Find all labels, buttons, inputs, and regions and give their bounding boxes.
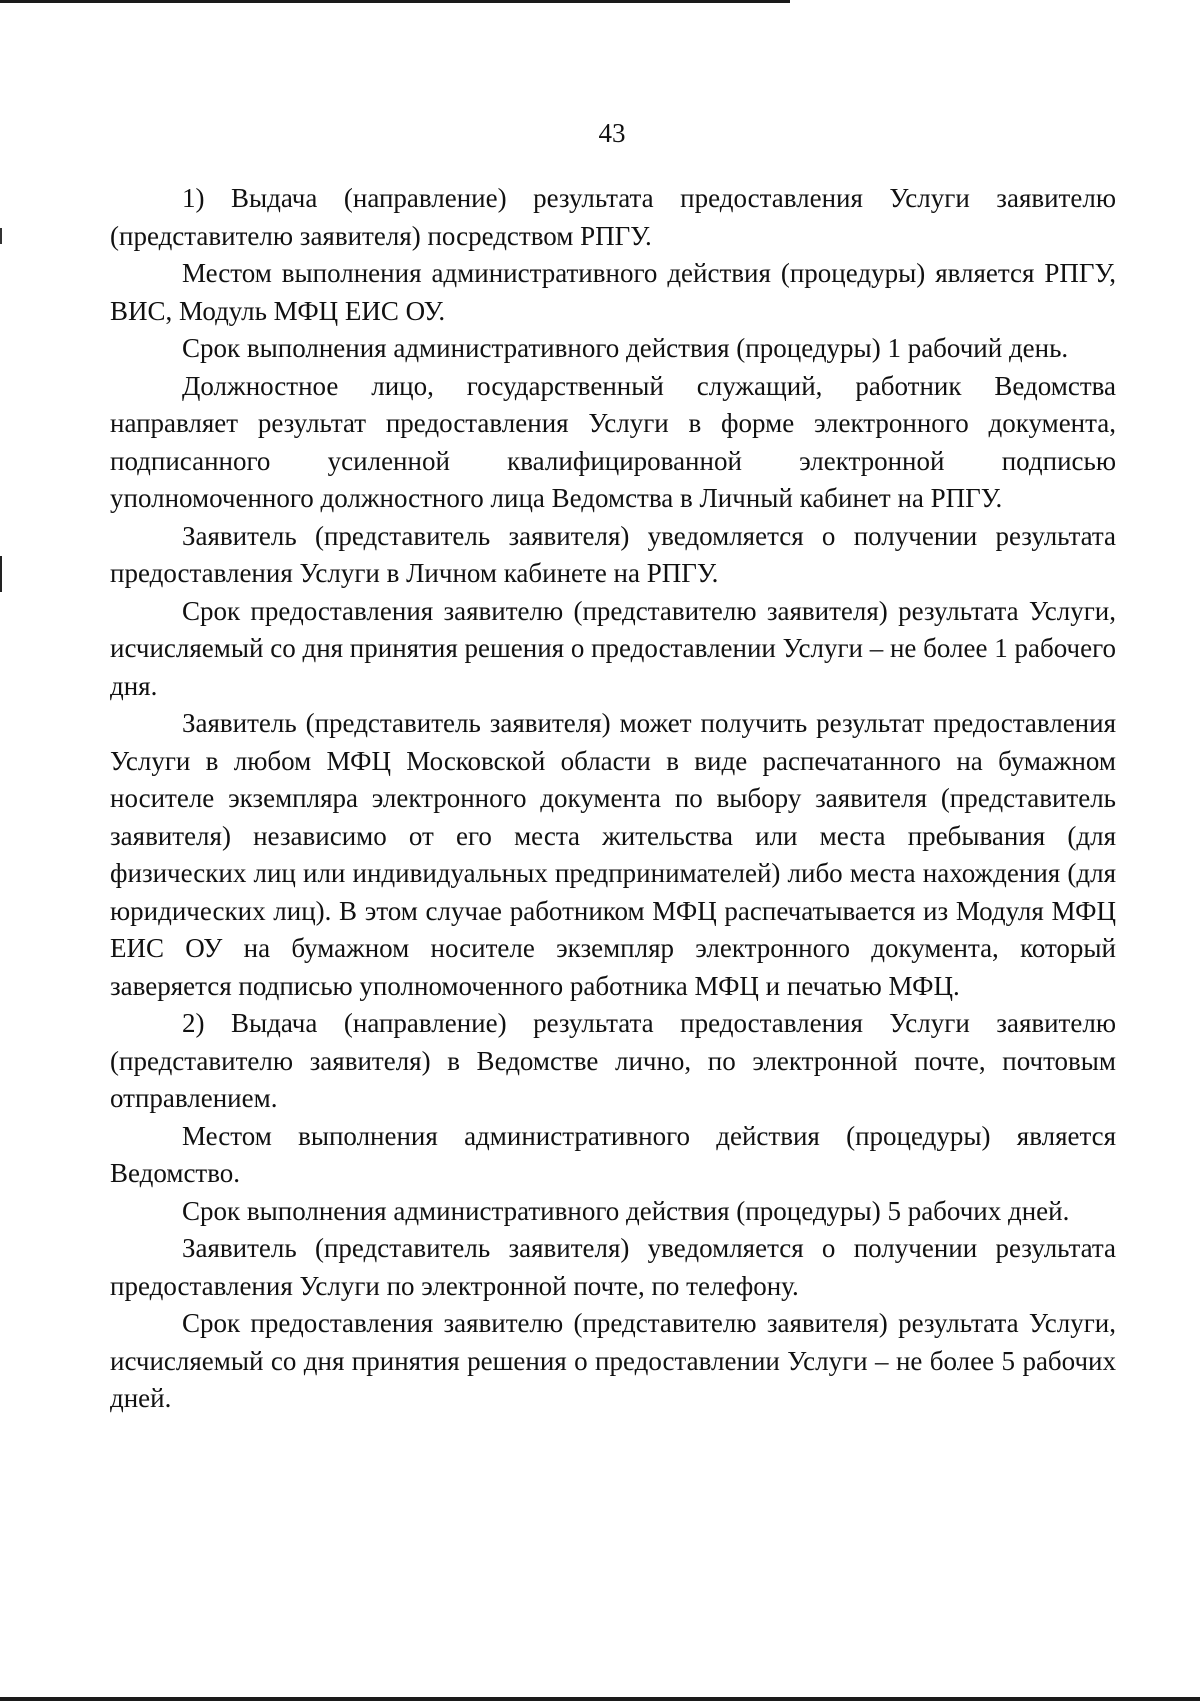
scan-mark-left (0, 556, 2, 592)
paragraph: Должностное лицо, государственный служащий, работник Ведомства направляет результат предоставления Услуги в форме электронного документа, подписанного усиленной квалифицированной электронной подписью уполномоченного должностного лица Ведомства в Личный кабинет на РПГУ. (110, 370, 1116, 513)
page-number: 43 (598, 118, 626, 148)
scan-mark-left (0, 228, 2, 244)
paragraph: Срок предоставления заявителю (представителю заявителя) результата Услуги, исчисляемый со дня принятия решения о предоставлении Услуги – не более 5 рабочих дней. (110, 1308, 1116, 1413)
paragraph: Заявитель (представитель заявителя) уведомляется о получении результата предоставления Услуги по электронной почте, по телефону. (110, 1233, 1116, 1301)
paragraph: Заявитель (представитель заявителя) уведомляется о получении результата предоставления Услуги в Личном кабинете на РПГУ. (110, 520, 1116, 588)
paragraph: Заявитель (представитель заявителя) может получить результат предоставления Услуги в любом МФЦ Московской области в виде распечатанного на бумажном носителе экземпляра электронного документа по выбору заявителя (представитель заявителя) независимо от его места жительства или места пребывания (для физических лиц или индивидуальных предпринимателей) либо места нахождения (для юридических лиц). В этом случае работником МФЦ распечатывается из Модуля МФЦ ЕИС ОУ на бумажном носителе экземпляр электронного документа, который заверяется подписью уполномоченного работника МФЦ и печатью МФЦ. (110, 708, 1116, 1001)
scan-edge-top (0, 0, 790, 3)
paragraph: Срок предоставления заявителю (представителю заявителя) результата Услуги, исчисляемый со дня принятия решения о предоставлении Услуги – не более 1 рабочего дня. (110, 595, 1116, 701)
paragraph: Срок выполнения административного действия (процедуры) 5 рабочих дней. (182, 1195, 1070, 1226)
paragraph: Срок выполнения административного действия (процедуры) 1 рабочий день. (182, 333, 1069, 363)
paragraph: Местом выполнения административного действия (процедуры) является Ведомство. (110, 1120, 1116, 1188)
paragraph: 1) Выдача (направление) результата предоставления Услуги заявителю (представителю заявителя) посредством РПГУ. (110, 183, 1116, 251)
scan-edge-bottom (0, 1697, 1200, 1701)
document-body (110, 180, 1116, 1418)
paragraph: Местом выполнения административного действия (процедуры) является РПГУ, ВИС, Модуль МФЦ ЕИС ОУ. (110, 258, 1116, 326)
paragraph: 2) Выдача (направление) результата предоставления Услуги заявителю (представителю заявителя) в Ведомстве лично, по электронной почте, почтовым отправлением. (110, 1008, 1116, 1113)
